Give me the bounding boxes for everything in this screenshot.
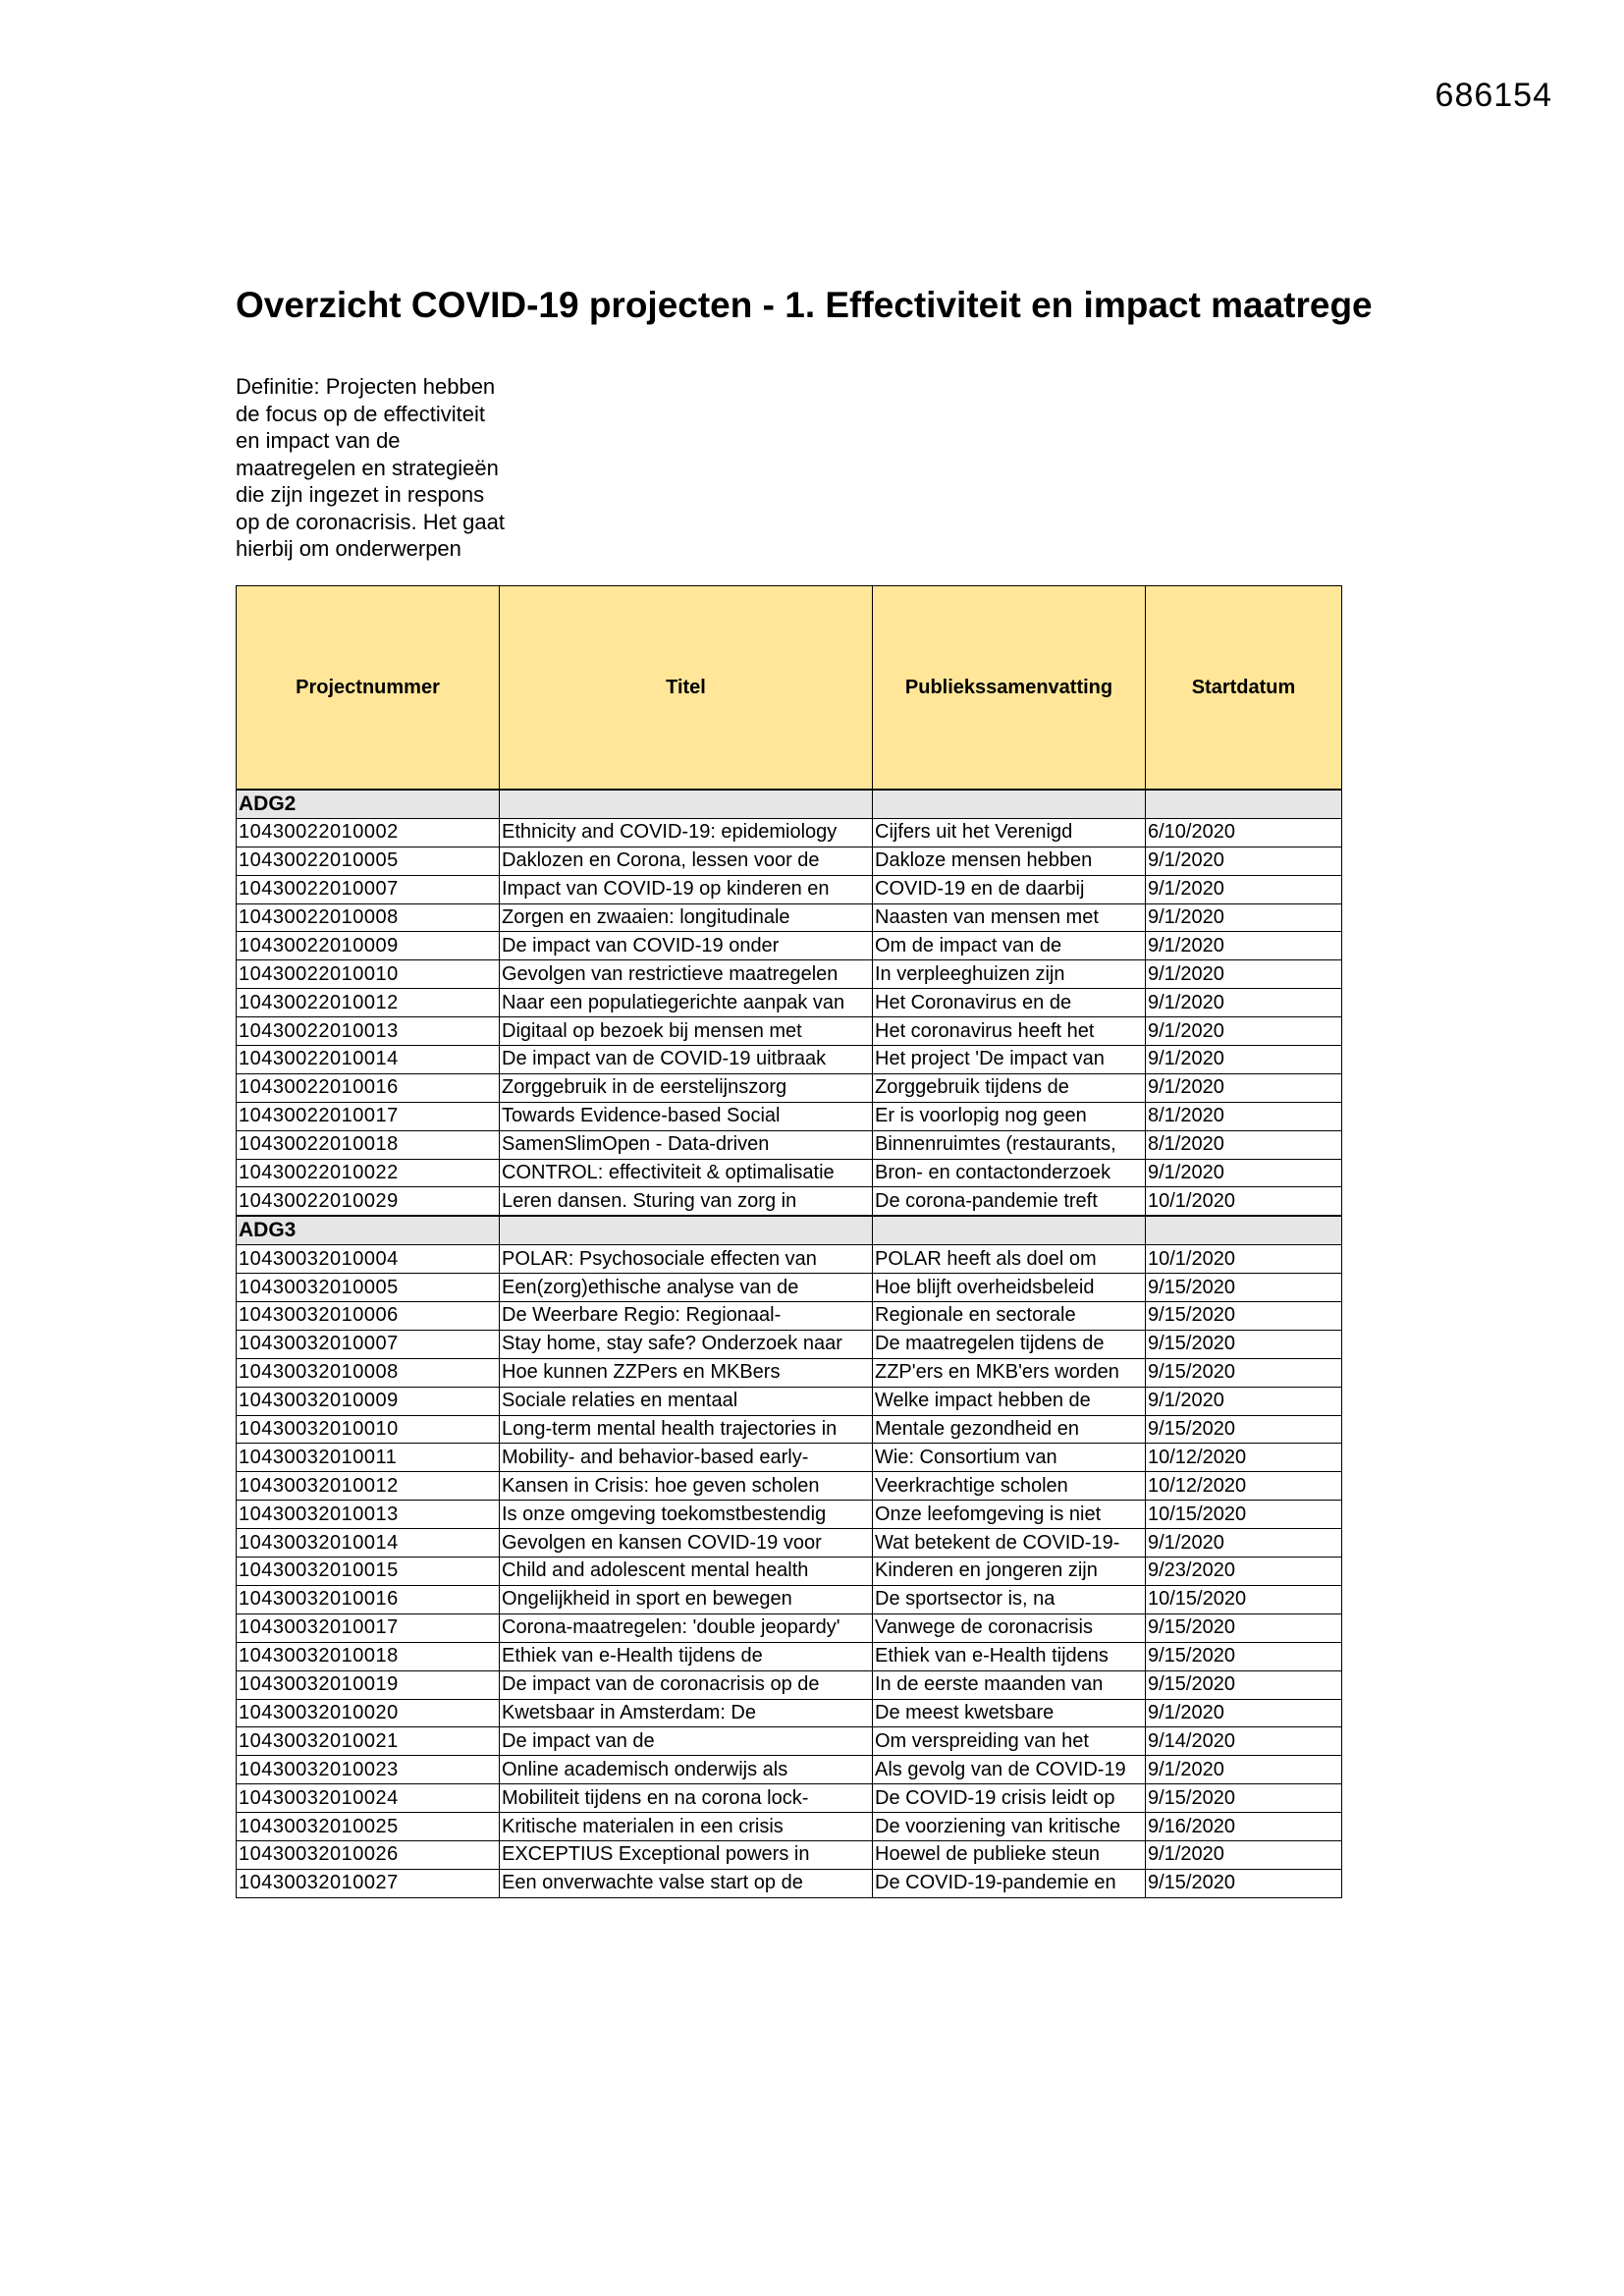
table-row — [237, 932, 1342, 960]
cell-publiekssamenvatting: Zorggebruik tijdens de — [873, 1073, 1146, 1102]
table-row — [237, 1387, 1342, 1415]
table-row — [237, 1501, 1342, 1529]
table-row — [237, 818, 1342, 847]
cell-startdatum: 10/12/2020 — [1146, 1472, 1342, 1501]
cell-startdatum: 10/1/2020 — [1146, 1245, 1342, 1274]
cell-startdatum: 9/15/2020 — [1146, 1670, 1342, 1699]
cell-startdatum: 9/15/2020 — [1146, 1274, 1342, 1302]
cell-startdatum: 9/15/2020 — [1146, 1358, 1342, 1387]
cell-startdatum: 10/15/2020 — [1146, 1585, 1342, 1613]
table-row — [237, 1558, 1342, 1586]
cell-projectnummer: 10430022010029 — [237, 1187, 500, 1216]
cell-projectnummer: 10430032010011 — [237, 1444, 500, 1472]
cell-titel: Zorgen en zwaaien: longitudinale — [500, 903, 873, 932]
cell-publiekssamenvatting: Cijfers uit het Verenigd — [873, 818, 1146, 847]
cell-projectnummer: 10430032010019 — [237, 1670, 500, 1699]
cell-publiekssamenvatting: De COVID-19 crisis leidt op — [873, 1784, 1146, 1813]
cell-titel: CONTROL: effectiviteit & optimalisatie — [500, 1159, 873, 1187]
cell-startdatum: 9/23/2020 — [1146, 1558, 1342, 1586]
cell-publiekssamenvatting: COVID-19 en de daarbij — [873, 875, 1146, 903]
cell-startdatum: 9/1/2020 — [1146, 1387, 1342, 1415]
cell-projectnummer: 10430032010027 — [237, 1869, 500, 1897]
cell-publiekssamenvatting: De COVID-19-pandemie en — [873, 1869, 1146, 1897]
cell-publiekssamenvatting: De sportsector is, na — [873, 1585, 1146, 1613]
cell-publiekssamenvatting: Er is voorlopig nog geen — [873, 1102, 1146, 1130]
page-id: 686154 — [1435, 77, 1552, 114]
table-row — [237, 1274, 1342, 1302]
cell-startdatum: 8/1/2020 — [1146, 1130, 1342, 1159]
page-title: Overzicht COVID-19 projecten - 1. Effectiviteit en impact maatrege — [236, 285, 1373, 325]
cell-startdatum: 10/1/2020 — [1146, 1187, 1342, 1216]
cell-publiekssamenvatting: Bron- en contactonderzoek — [873, 1159, 1146, 1187]
table-row — [237, 1869, 1342, 1897]
table-row — [237, 1358, 1342, 1387]
cell-projectnummer: 10430022010017 — [237, 1102, 500, 1130]
cell-startdatum: 9/1/2020 — [1146, 1840, 1342, 1869]
cell-publiekssamenvatting: Mentale gezondheid en — [873, 1415, 1146, 1444]
header-row — [237, 586, 1342, 791]
cell-projectnummer: 10430022010009 — [237, 932, 500, 960]
cell-startdatum: 6/10/2020 — [1146, 818, 1342, 847]
cell-titel: EXCEPTIUS Exceptional powers in — [500, 1840, 873, 1869]
cell-publiekssamenvatting: In de eerste maanden van — [873, 1670, 1146, 1699]
cell-startdatum: 9/1/2020 — [1146, 989, 1342, 1017]
cell-titel: Kansen in Crisis: hoe geven scholen — [500, 1472, 873, 1501]
table-row — [237, 960, 1342, 989]
cell-projectnummer: 10430022010005 — [237, 847, 500, 875]
cell-publiekssamenvatting: Veerkrachtige scholen — [873, 1472, 1146, 1501]
table-row — [237, 989, 1342, 1017]
group-label: ADG2 — [237, 790, 500, 818]
cell-projectnummer: 10430022010010 — [237, 960, 500, 989]
group-row — [237, 790, 1342, 818]
group-empty-cell — [1146, 790, 1342, 818]
cell-projectnummer: 10430032010007 — [237, 1330, 500, 1358]
cell-titel: De impact van COVID-19 onder — [500, 932, 873, 960]
cell-titel: Een(zorg)ethische analyse van de — [500, 1274, 873, 1302]
cell-titel: Corona-maatregelen: 'double jeopardy' — [500, 1613, 873, 1642]
cell-publiekssamenvatting: Wat betekent de COVID-19- — [873, 1529, 1146, 1558]
table-row — [237, 1670, 1342, 1699]
cell-startdatum: 9/1/2020 — [1146, 1046, 1342, 1074]
cell-publiekssamenvatting: Kinderen en jongeren zijn — [873, 1558, 1146, 1586]
cell-titel: De impact van de COVID-19 uitbraak — [500, 1046, 873, 1074]
cell-projectnummer: 10430032010020 — [237, 1699, 500, 1727]
cell-projectnummer: 10430032010004 — [237, 1245, 500, 1274]
cell-titel: De impact van de — [500, 1727, 873, 1756]
cell-publiekssamenvatting: De corona-pandemie treft — [873, 1187, 1146, 1216]
cell-titel: POLAR: Psychosociale effecten van — [500, 1245, 873, 1274]
cell-startdatum: 9/1/2020 — [1146, 1529, 1342, 1558]
cell-publiekssamenvatting: Onze leefomgeving is niet — [873, 1501, 1146, 1529]
cell-titel: Sociale relaties en mentaal — [500, 1387, 873, 1415]
cell-publiekssamenvatting: De maatregelen tijdens de — [873, 1330, 1146, 1358]
table-row — [237, 1585, 1342, 1613]
cell-startdatum: 9/15/2020 — [1146, 1330, 1342, 1358]
cell-startdatum: 9/1/2020 — [1146, 1699, 1342, 1727]
cell-startdatum: 9/15/2020 — [1146, 1415, 1342, 1444]
cell-startdatum: 9/15/2020 — [1146, 1613, 1342, 1642]
cell-titel: Kwetsbaar in Amsterdam: De — [500, 1699, 873, 1727]
table-row — [237, 1784, 1342, 1813]
table-row — [237, 903, 1342, 932]
cell-publiekssamenvatting: Wie: Consortium van — [873, 1444, 1146, 1472]
table-row — [237, 1130, 1342, 1159]
cell-startdatum: 9/15/2020 — [1146, 1869, 1342, 1897]
cell-startdatum: 9/1/2020 — [1146, 1017, 1342, 1046]
cell-publiekssamenvatting: Hoe blijft overheidsbeleid — [873, 1274, 1146, 1302]
cell-titel: Online academisch onderwijs als — [500, 1756, 873, 1784]
cell-titel: Naar een populatiegerichte aanpak van — [500, 989, 873, 1017]
cell-publiekssamenvatting: De meest kwetsbare — [873, 1699, 1146, 1727]
group-empty-cell — [500, 790, 873, 818]
cell-publiekssamenvatting: In verpleeghuizen zijn — [873, 960, 1146, 989]
table-row — [237, 1472, 1342, 1501]
cell-projectnummer: 10430032010021 — [237, 1727, 500, 1756]
cell-projectnummer: 10430032010015 — [237, 1558, 500, 1586]
cell-projectnummer: 10430022010008 — [237, 903, 500, 932]
table-row — [237, 1613, 1342, 1642]
group-row — [237, 1216, 1342, 1244]
cell-startdatum: 8/1/2020 — [1146, 1102, 1342, 1130]
cell-startdatum: 9/1/2020 — [1146, 903, 1342, 932]
cell-startdatum: 9/1/2020 — [1146, 960, 1342, 989]
cell-publiekssamenvatting: Het Coronavirus en de — [873, 989, 1146, 1017]
cell-projectnummer: 10430022010013 — [237, 1017, 500, 1046]
cell-projectnummer: 10430032010010 — [237, 1415, 500, 1444]
cell-publiekssamenvatting: Vanwege de coronacrisis — [873, 1613, 1146, 1642]
cell-projectnummer: 10430032010008 — [237, 1358, 500, 1387]
cell-projectnummer: 10430032010026 — [237, 1840, 500, 1869]
cell-projectnummer: 10430032010009 — [237, 1387, 500, 1415]
cell-publiekssamenvatting: Dakloze mensen hebben — [873, 847, 1146, 875]
table-row — [237, 875, 1342, 903]
cell-publiekssamenvatting: Ethiek van e-Health tijdens — [873, 1642, 1146, 1670]
cell-publiekssamenvatting: Het coronavirus heeft het — [873, 1017, 1146, 1046]
cell-projectnummer: 10430022010018 — [237, 1130, 500, 1159]
table-row — [237, 847, 1342, 875]
column-header-publiekssamenvatting: Publiekssamenvatting — [873, 586, 1146, 791]
cell-projectnummer: 10430032010018 — [237, 1642, 500, 1670]
cell-titel: Zorggebruik in de eerstelijnszorg — [500, 1073, 873, 1102]
cell-titel: Stay home, stay safe? Onderzoek naar — [500, 1330, 873, 1358]
cell-titel: Child and adolescent mental health — [500, 1558, 873, 1586]
cell-titel: Hoe kunnen ZZPers en MKBers — [500, 1358, 873, 1387]
column-header-startdatum: Startdatum — [1146, 586, 1342, 791]
table-row — [237, 1415, 1342, 1444]
cell-titel: Gevolgen en kansen COVID-19 voor — [500, 1529, 873, 1558]
cell-titel: Een onverwachte valse start op de — [500, 1869, 873, 1897]
table-row — [237, 1444, 1342, 1472]
cell-publiekssamenvatting: De voorziening van kritische — [873, 1813, 1146, 1841]
cell-titel: Digitaal op bezoek bij mensen met — [500, 1017, 873, 1046]
cell-startdatum: 10/15/2020 — [1146, 1501, 1342, 1529]
cell-titel: De Weerbare Regio: Regionaal- — [500, 1302, 873, 1331]
table-row — [237, 1330, 1342, 1358]
group-label: ADG3 — [237, 1216, 500, 1244]
cell-startdatum: 9/15/2020 — [1146, 1642, 1342, 1670]
table-row — [237, 1046, 1342, 1074]
cell-titel: SamenSlimOpen - Data-driven — [500, 1130, 873, 1159]
cell-titel: Gevolgen van restrictieve maatregelen — [500, 960, 873, 989]
table-row — [237, 1159, 1342, 1187]
cell-startdatum: 9/15/2020 — [1146, 1302, 1342, 1331]
definition-text: Definitie: Projecten hebben de focus op de effectiviteit en impact van de maatregelen en strategieën die zijn ingezet in respons op de coronacrisis. Het gaat hierbij om onderwerpen — [236, 374, 505, 561]
table-row — [237, 1017, 1342, 1046]
cell-publiekssamenvatting: Naasten van mensen met — [873, 903, 1146, 932]
table-row — [237, 1727, 1342, 1756]
cell-titel: Ongelijkheid in sport en bewegen — [500, 1585, 873, 1613]
cell-publiekssamenvatting: Binnenruimtes (restaurants, — [873, 1130, 1146, 1159]
projects-table — [236, 585, 1342, 1898]
cell-publiekssamenvatting: Het project 'De impact van — [873, 1046, 1146, 1074]
group-empty-cell — [873, 1216, 1146, 1244]
cell-titel: Daklozen en Corona, lessen voor de — [500, 847, 873, 875]
group-empty-cell — [500, 1216, 873, 1244]
cell-projectnummer: 10430032010023 — [237, 1756, 500, 1784]
cell-startdatum: 9/1/2020 — [1146, 932, 1342, 960]
cell-titel: Ethiek van e-Health tijdens de — [500, 1642, 873, 1670]
cell-titel: Mobility- and behavior-based early- — [500, 1444, 873, 1472]
cell-titel: Towards Evidence-based Social — [500, 1102, 873, 1130]
table-row — [237, 1102, 1342, 1130]
table-row — [237, 1073, 1342, 1102]
cell-projectnummer: 10430032010012 — [237, 1472, 500, 1501]
cell-publiekssamenvatting: Als gevolg van de COVID-19 — [873, 1756, 1146, 1784]
cell-publiekssamenvatting: ZZP'ers en MKB'ers worden — [873, 1358, 1146, 1387]
cell-titel: Leren dansen. Sturing van zorg in — [500, 1187, 873, 1216]
cell-titel: Long-term mental health trajectories in — [500, 1415, 873, 1444]
table-row — [237, 1840, 1342, 1869]
cell-startdatum: 9/1/2020 — [1146, 1073, 1342, 1102]
cell-projectnummer: 10430032010005 — [237, 1274, 500, 1302]
cell-startdatum: 9/16/2020 — [1146, 1813, 1342, 1841]
column-header-titel: Titel — [500, 586, 873, 791]
cell-projectnummer: 10430022010012 — [237, 989, 500, 1017]
cell-titel: Kritische materialen in een crisis — [500, 1813, 873, 1841]
cell-projectnummer: 10430022010022 — [237, 1159, 500, 1187]
table-row — [237, 1529, 1342, 1558]
table-row — [237, 1699, 1342, 1727]
cell-projectnummer: 10430032010025 — [237, 1813, 500, 1841]
cell-projectnummer: 10430022010007 — [237, 875, 500, 903]
cell-startdatum: 9/1/2020 — [1146, 1159, 1342, 1187]
cell-projectnummer: 10430032010014 — [237, 1529, 500, 1558]
cell-startdatum: 10/12/2020 — [1146, 1444, 1342, 1472]
cell-startdatum: 9/14/2020 — [1146, 1727, 1342, 1756]
table-row — [237, 1813, 1342, 1841]
column-header-projectnummer: Projectnummer — [237, 586, 500, 791]
cell-projectnummer: 10430032010013 — [237, 1501, 500, 1529]
group-empty-cell — [1146, 1216, 1342, 1244]
cell-titel: Ethnicity and COVID-19: epidemiology — [500, 818, 873, 847]
cell-titel: De impact van de coronacrisis op de — [500, 1670, 873, 1699]
cell-publiekssamenvatting: Om de impact van de — [873, 932, 1146, 960]
group-empty-cell — [873, 790, 1146, 818]
cell-startdatum: 9/1/2020 — [1146, 847, 1342, 875]
table-row — [237, 1245, 1342, 1274]
cell-projectnummer: 10430022010014 — [237, 1046, 500, 1074]
cell-titel: Is onze omgeving toekomstbestendig — [500, 1501, 873, 1529]
cell-projectnummer: 10430022010002 — [237, 818, 500, 847]
cell-publiekssamenvatting: Hoewel de publieke steun — [873, 1840, 1146, 1869]
cell-startdatum: 9/15/2020 — [1146, 1784, 1342, 1813]
cell-projectnummer: 10430032010024 — [237, 1784, 500, 1813]
cell-projectnummer: 10430032010016 — [237, 1585, 500, 1613]
table-row — [237, 1302, 1342, 1331]
cell-publiekssamenvatting: Welke impact hebben de — [873, 1387, 1146, 1415]
cell-startdatum: 9/1/2020 — [1146, 1756, 1342, 1784]
table-row — [237, 1187, 1342, 1216]
table-row — [237, 1756, 1342, 1784]
cell-projectnummer: 10430032010006 — [237, 1302, 500, 1331]
cell-startdatum: 9/1/2020 — [1146, 875, 1342, 903]
cell-projectnummer: 10430022010016 — [237, 1073, 500, 1102]
cell-publiekssamenvatting: Om verspreiding van het — [873, 1727, 1146, 1756]
cell-titel: Mobiliteit tijdens en na corona lock- — [500, 1784, 873, 1813]
cell-projectnummer: 10430032010017 — [237, 1613, 500, 1642]
cell-titel: Impact van COVID-19 op kinderen en — [500, 875, 873, 903]
cell-publiekssamenvatting: POLAR heeft als doel om — [873, 1245, 1146, 1274]
table-row — [237, 1642, 1342, 1670]
cell-publiekssamenvatting: Regionale en sectorale — [873, 1302, 1146, 1331]
